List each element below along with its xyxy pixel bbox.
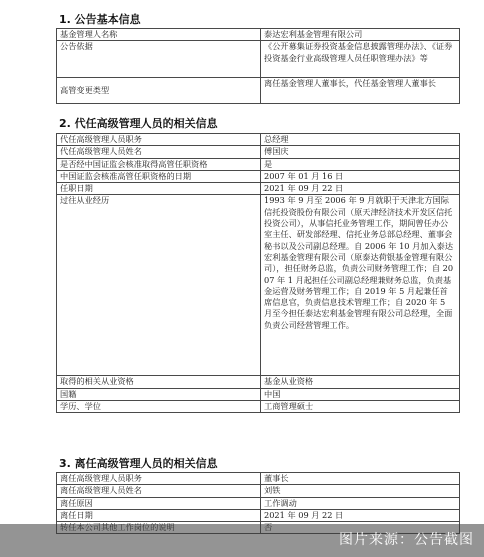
row-label: 离任高级管理人员职务 [57,473,261,485]
row-label: 任职日期 [57,183,261,195]
row-label: 离任日期 [57,509,261,521]
table-row [57,473,460,485]
row-value: 2007 年 01 月 16 日 [261,170,460,182]
row-value: 1993 年 9 月至 2006 年 9 月就职于天津北方国际信托投资股份有限公司（原天津经济技术开发区信托投资公司），从事信托业务管理工作，期间曾任办公室主任、研发部经理、信托业务总部总经理、董事会秘书以及公司副总经理。自 2006 年 10 月加入泰达宏利基金管理有限公司（原泰达荷银基金管理有限公司），担任财务总监，负责公司财务管理工作；自 2007 年 1 月起担任公司副总经理兼财务总监，负责基金运营及财务管理工作；自 2019 年 5 月起兼任首席信息官，负责信息技术管理工作；自 2020 年 5 月至今担任泰达宏利基金管理有限公司总经理，全面负责公司经营管理工作。 [261,195,460,376]
table-row [57,401,460,413]
row-value: 2021 年 09 月 22 日 [261,509,460,521]
watermark-text: 图片来源：公告截图 [339,532,474,548]
table-row [57,388,460,400]
table-row [57,485,460,497]
row-label: 国籍 [57,388,261,400]
row-label: 离任原因 [57,497,261,509]
table-row [57,78,460,104]
row-label: 代任高级管理人员职务 [57,134,261,146]
row-value: 泰达宏利基金管理有限公司 [261,29,460,41]
table-row [57,195,460,376]
table-row [57,497,460,509]
row-label: 代任高级管理人员姓名 [57,146,261,158]
table-row [57,376,460,388]
table-row [57,183,460,195]
table-row [57,29,460,41]
table-row [57,134,460,146]
section-1-title: 1. 公告基本信息 [59,13,141,26]
row-label: 是否经中国证监会核准取得高管任职资格 [57,158,261,170]
row-label: 离任高级管理人员姓名 [57,485,261,497]
row-value: 2021 年 09 月 22 日 [261,183,460,195]
row-label: 学历、学位 [57,401,261,413]
row-value: 工商管理硕士 [261,401,460,413]
basic-info-table [56,28,460,104]
table-row [57,158,460,170]
row-value: 是 [261,158,460,170]
section-2-title: 2. 代任高级管理人员的相关信息 [59,117,218,130]
row-label: 过往从业经历 [57,195,261,376]
row-value: 工作调动 [261,497,460,509]
watermark-banner [0,524,484,557]
section-3-title: 3. 离任高级管理人员的相关信息 [59,457,218,470]
table-row [57,41,460,78]
row-value: 离任基金管理人董事长，代任基金管理人董事长 [261,78,460,104]
row-value: 傅国庆 [261,146,460,158]
row-value: 《公开募集证券投资基金信息披露管理办法》、《证券投资基金行业高级管理人员任职管理办法》等 [261,41,460,78]
table-row [57,170,460,182]
table-row [57,146,460,158]
table-row [57,509,460,521]
row-label: 高管变更类型 [57,78,261,104]
row-value: 刘铁 [261,485,460,497]
row-value: 基金从业资格 [261,376,460,388]
acting-executive-table [56,133,460,413]
row-label: 基金管理人名称 [57,29,261,41]
row-label: 中国证监会核准高管任职资格的日期 [57,170,261,182]
row-value: 中国 [261,388,460,400]
row-label: 公告依据 [57,41,261,78]
row-value: 董事长 [261,473,460,485]
row-value: 总经理 [261,134,460,146]
row-label: 取得的相关从业资格 [57,376,261,388]
